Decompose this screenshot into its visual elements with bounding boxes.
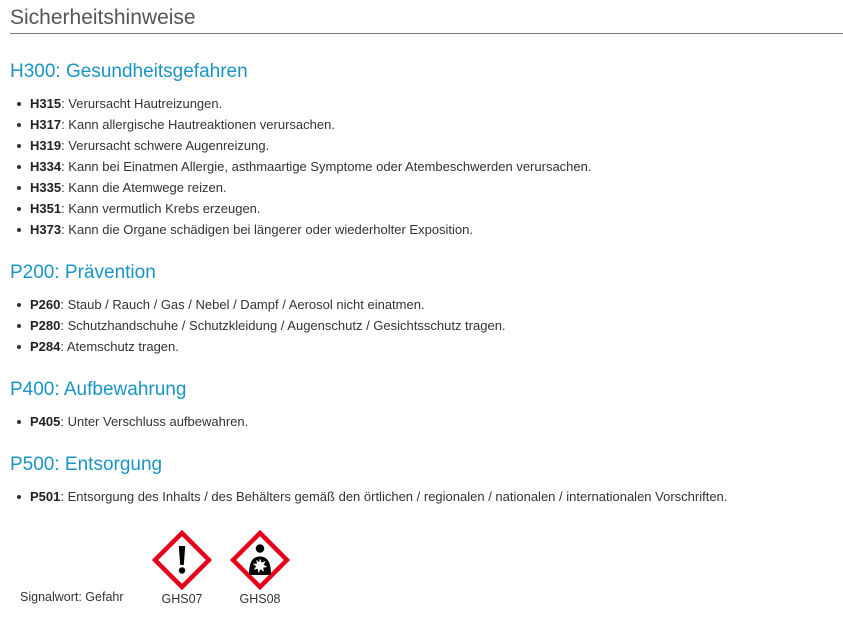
statement-h334 xyxy=(10,156,591,177)
statement-code: P501 xyxy=(30,489,61,504)
statement-code: H351 xyxy=(30,201,62,216)
pictogram-ghs08 xyxy=(230,530,290,606)
section-heading-p400: P400: Aufbewahrung xyxy=(10,379,187,400)
statement-p280 xyxy=(10,315,506,336)
statement-text: : Verursacht Hautreizungen. xyxy=(61,96,223,111)
statement-text: : Kann bei Einatmen Allergie, asthmaartige Symptome oder Atembeschwerden verursachen. xyxy=(61,159,592,174)
statement-text: : Unter Verschluss aufbewahren. xyxy=(60,414,249,429)
statement-text: : Entsorgung des Inhalts / des Behälters gemäß den örtlichen / regionalen / nationalen / internationalen Vorschriften. xyxy=(60,489,728,504)
section-heading-p200: P200: Prävention xyxy=(10,262,156,283)
statement-text: : Staub / Rauch / Gas / Nebel / Dampf / Aerosol nicht einatmen. xyxy=(60,297,425,312)
statement-code: H335 xyxy=(30,180,62,195)
statement-list-p200 xyxy=(10,294,506,357)
statement-h351 xyxy=(10,198,591,219)
statement-code: H319 xyxy=(30,138,62,153)
statement-p501 xyxy=(10,486,727,507)
pictogram-code: GHS07 xyxy=(161,592,203,606)
statement-text: : Kann die Atemwege reizen. xyxy=(61,180,227,195)
statement-text: : Kann allergische Hautreaktionen verursachen. xyxy=(61,117,335,132)
statement-p284 xyxy=(10,336,506,357)
health-hazard-icon xyxy=(230,530,290,590)
statement-h317 xyxy=(10,114,591,135)
statement-h315 xyxy=(10,93,591,114)
statement-h373 xyxy=(10,219,591,240)
statement-code: P280 xyxy=(30,318,61,333)
pictogram-ghs07 xyxy=(152,530,212,606)
section-heading-p500: P500: Entsorgung xyxy=(10,454,163,475)
statement-list-p500 xyxy=(10,486,727,507)
statement-h319 xyxy=(10,135,591,156)
statement-code: P284 xyxy=(30,339,61,354)
page-title: Sicherheitshinweise xyxy=(10,0,843,34)
statement-text: : Verursacht schwere Augenreizung. xyxy=(61,138,270,153)
statement-code: H334 xyxy=(30,159,62,174)
statement-code: P260 xyxy=(30,297,61,312)
section-heading-h300: H300: Gesundheitsgefahren xyxy=(10,61,248,82)
statement-code: H373 xyxy=(30,222,62,237)
statement-p260 xyxy=(10,294,506,315)
statement-code: H317 xyxy=(30,117,62,132)
statement-code: H315 xyxy=(30,96,62,111)
statement-text: : Kann die Organe schädigen bei längerer oder wiederholter Exposition. xyxy=(61,222,474,237)
statement-h335 xyxy=(10,177,591,198)
statement-list-p400 xyxy=(10,411,248,432)
statement-text: : Kann vermutlich Krebs erzeugen. xyxy=(61,201,261,216)
signal-word: Signalwort: Gefahr xyxy=(20,590,124,604)
safety-page xyxy=(10,0,843,504)
statement-text: : Schutzhandschuhe / Schutzkleidung / Augenschutz / Gesichtsschutz tragen. xyxy=(60,318,506,333)
statement-list-h300 xyxy=(10,93,591,240)
pictogram-code: GHS08 xyxy=(239,592,281,606)
statement-p405 xyxy=(10,411,248,432)
statement-text: : Atemschutz tragen. xyxy=(60,339,179,354)
exclamation-mark-icon xyxy=(152,530,212,590)
statement-code: P405 xyxy=(30,414,61,429)
